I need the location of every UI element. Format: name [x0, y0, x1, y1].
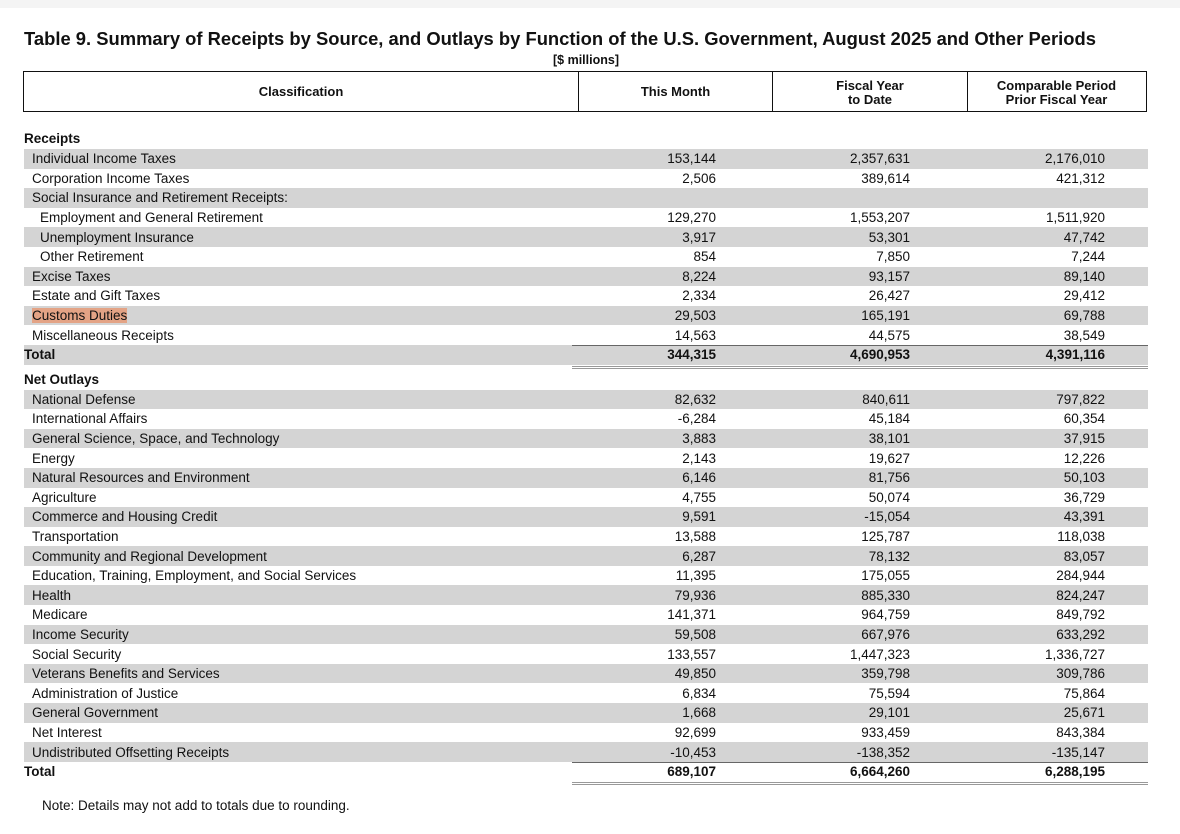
cell-this-month: 6,834 — [682, 685, 716, 701]
cell-this-month: 3,917 — [682, 229, 716, 245]
row-label: Social Insurance and Retirement Receipts: — [32, 190, 288, 206]
cell-this-month: 92,699 — [674, 724, 716, 740]
table-row — [24, 409, 1148, 429]
table-row — [24, 169, 1148, 189]
table-row — [24, 390, 1148, 410]
table-row — [24, 605, 1148, 625]
table-row — [24, 644, 1148, 664]
row-label: General Science, Space, and Technology — [32, 431, 280, 447]
row-label: International Affairs — [32, 411, 148, 427]
cell-prior: 2,176,010 — [1044, 151, 1105, 167]
cell-prior: 50,103 — [1063, 470, 1105, 486]
cell-fytd: -15,054 — [864, 509, 910, 525]
cell-this-month: 4,755 — [682, 489, 716, 505]
cell-this-month: 49,850 — [674, 666, 716, 682]
footnote: Note: Details may not add to totals due to rounding. — [42, 798, 350, 813]
cell-prior: 83,057 — [1063, 548, 1105, 564]
cell-this-month: 133,557 — [667, 646, 716, 662]
table-row — [24, 683, 1148, 703]
cell-this-month: 6,287 — [682, 548, 716, 564]
cell-fytd: 53,301 — [868, 229, 910, 245]
cell-prior: 118,038 — [1057, 528, 1105, 544]
table-row — [24, 488, 1148, 508]
cell-fytd: 1,553,207 — [849, 210, 910, 226]
header-comp-line1: Comparable Period — [996, 77, 1117, 93]
header-this-month: This Month — [579, 72, 773, 111]
row-label: Veterans Benefits and Services — [32, 666, 220, 682]
row-label-highlighted — [24, 308, 572, 323]
cell-prior: 633,292 — [1056, 626, 1105, 642]
cell-this-month: 2,143 — [682, 450, 716, 466]
row-label: Transportation — [32, 528, 119, 544]
cell-this-month: 14,563 — [674, 327, 716, 343]
cell-this-month: 1,668 — [682, 705, 716, 721]
cell-prior: 4,391,116 — [1045, 347, 1105, 363]
cell-fytd: 7,850 — [876, 249, 910, 265]
row-label: Social Security — [32, 646, 122, 662]
table-row — [24, 664, 1148, 684]
table-row — [24, 625, 1148, 645]
table-row — [24, 585, 1148, 605]
cell-this-month: 2,506 — [682, 170, 716, 186]
cell-prior: 43,391 — [1063, 509, 1105, 525]
cell-prior: 69,788 — [1063, 308, 1105, 324]
total-row-receipts — [24, 345, 1148, 365]
cell-fytd: 885,330 — [861, 587, 910, 603]
row-label: Agriculture — [32, 489, 97, 505]
section-heading-net-outlays: Net Outlays — [24, 371, 100, 387]
cell-this-month: -6,284 — [677, 411, 716, 427]
cell-this-month: 2,334 — [682, 288, 716, 304]
cell-prior: 309,786 — [1056, 666, 1105, 682]
cell-prior: 843,384 — [1056, 724, 1105, 740]
row-label: Net Interest — [32, 724, 102, 740]
cell-fytd: 840,611 — [862, 391, 910, 407]
table-row — [24, 546, 1148, 566]
table-row — [24, 247, 1148, 267]
row-label: National Defense — [32, 391, 136, 407]
cell-this-month: 8,224 — [682, 268, 716, 284]
row-label: Total — [24, 764, 56, 780]
cell-prior: 38,549 — [1063, 327, 1105, 343]
row-label: General Government — [32, 705, 159, 721]
cell-this-month: 854 — [693, 249, 716, 265]
cell-fytd: 29,101 — [868, 705, 910, 721]
header-fytd-line2: to Date — [847, 91, 893, 107]
row-label: Corporation Income Taxes — [32, 170, 190, 186]
cell-this-month: 11,395 — [675, 568, 716, 584]
cell-fytd: 4,690,953 — [849, 347, 910, 363]
cell-this-month: 3,883 — [682, 431, 716, 447]
double-rule — [24, 365, 1148, 369]
cell-prior: 36,729 — [1063, 489, 1105, 505]
cell-fytd: 1,447,323 — [849, 646, 910, 662]
cell-this-month: 9,591 — [682, 509, 716, 525]
cell-fytd: 38,101 — [868, 431, 910, 447]
cell-this-month: 59,508 — [674, 626, 716, 642]
cell-fytd: 78,132 — [868, 548, 910, 564]
cell-prior: 29,412 — [1063, 288, 1105, 304]
header-fiscal-year-to-date — [773, 72, 968, 111]
cell-prior: 284,944 — [1056, 568, 1105, 584]
row-label: Other Retirement — [40, 249, 144, 265]
cell-fytd: 2,357,631 — [849, 151, 910, 167]
cell-prior: 60,354 — [1063, 411, 1105, 427]
row-label: Administration of Justice — [32, 685, 179, 701]
cell-fytd: 933,459 — [861, 724, 910, 740]
table-title: Table 9. Summary of Receipts by Source, and Outlays by Function of the U.S. Government, August 2025 and Other Periods — [24, 28, 1096, 49]
cell-prior: 47,742 — [1063, 229, 1105, 245]
header-comparable-period — [968, 72, 1145, 111]
table-row — [24, 703, 1148, 723]
row-label: Excise Taxes — [32, 268, 111, 284]
cell-prior: 1,511,920 — [1045, 210, 1105, 226]
cell-prior: 37,915 — [1063, 431, 1105, 447]
cell-this-month: 79,936 — [674, 587, 716, 603]
cell-fytd: 125,787 — [861, 528, 910, 544]
highlighted-text: Customs Duties — [32, 308, 128, 324]
cell-fytd: 44,575 — [868, 327, 910, 343]
cell-prior: 12,226 — [1063, 450, 1105, 466]
cell-fytd: 19,627 — [868, 450, 910, 466]
cell-prior: 824,247 — [1056, 587, 1105, 603]
cell-prior: -135,147 — [1051, 744, 1105, 760]
row-label: Miscellaneous Receipts — [32, 327, 174, 343]
cell-this-month: -10,453 — [670, 744, 716, 760]
cell-fytd: 81,756 — [868, 470, 910, 486]
cell-prior: 89,140 — [1063, 268, 1105, 284]
row-label: Employment and General Retirement — [40, 210, 263, 226]
row-label: Natural Resources and Environment — [32, 470, 250, 486]
row-label: Energy — [32, 450, 75, 466]
section-heading-receipts: Receipts — [24, 131, 81, 146]
row-label: Individual Income Taxes — [32, 151, 176, 167]
cell-prior: 75,864 — [1063, 685, 1105, 701]
row-label: Total — [24, 347, 56, 363]
table-row — [24, 429, 1148, 449]
table-row — [24, 188, 1148, 208]
header-classification: Classification — [24, 72, 579, 111]
cell-fytd: 45,184 — [868, 411, 910, 427]
cell-this-month: 344,315 — [667, 347, 716, 363]
cell-fytd: 6,664,260 — [849, 764, 910, 780]
cell-fytd: 165,191 — [861, 308, 910, 324]
row-label: Commerce and Housing Credit — [32, 509, 218, 525]
table-header — [23, 71, 1147, 112]
cell-prior: 1,336,727 — [1044, 646, 1105, 662]
cell-this-month: 153,144 — [667, 151, 716, 167]
cell-prior: 6,288,195 — [1044, 764, 1105, 780]
cell-prior: 7,244 — [1071, 249, 1105, 265]
header-fytd-line1: Fiscal Year — [836, 77, 904, 93]
row-label: Estate and Gift Taxes — [32, 288, 161, 304]
sum-rule — [572, 762, 1148, 763]
table-row — [24, 149, 1148, 169]
table-row — [24, 286, 1148, 306]
row-label: Community and Regional Development — [32, 548, 267, 564]
table-row — [24, 306, 1148, 326]
table-row — [24, 227, 1148, 247]
cell-prior: 849,792 — [1056, 607, 1105, 623]
cell-fytd: 389,614 — [861, 170, 910, 186]
table-row — [24, 566, 1148, 586]
cell-fytd: 964,759 — [861, 607, 910, 623]
cell-fytd: 93,157 — [868, 268, 910, 284]
header-comp-line2: Prior Fiscal Year — [1005, 91, 1108, 107]
table-row — [24, 527, 1148, 547]
double-rule — [24, 781, 1148, 785]
cell-this-month: 129,270 — [667, 210, 716, 226]
cell-this-month: 6,146 — [682, 470, 716, 486]
row-label: Education, Training, Employment, and Social Services — [32, 568, 357, 584]
table-row — [24, 507, 1148, 527]
cell-fytd: 359,798 — [861, 666, 910, 682]
cell-this-month: 13,588 — [674, 528, 716, 544]
top-strip — [0, 0, 1180, 8]
cell-this-month: 141,371 — [667, 607, 716, 623]
total-row-outlays — [24, 762, 1148, 782]
row-label: Unemployment Insurance — [40, 229, 194, 245]
cell-prior: 25,671 — [1063, 705, 1105, 721]
cell-this-month: 689,107 — [667, 764, 716, 780]
cell-fytd: 26,427 — [868, 288, 910, 304]
table-row — [24, 468, 1148, 488]
cell-fytd: 175,055 — [861, 568, 910, 584]
cell-fytd: 667,976 — [861, 626, 910, 642]
cell-fytd: 75,594 — [868, 685, 910, 701]
table-body — [24, 128, 1148, 785]
cell-this-month: 29,503 — [674, 308, 716, 324]
sum-rule — [572, 345, 1148, 346]
cell-fytd: 50,074 — [868, 489, 910, 505]
cell-prior: 797,822 — [1056, 391, 1105, 407]
cell-prior: 421,312 — [1056, 170, 1105, 186]
table-row — [24, 208, 1148, 228]
table-row — [24, 742, 1148, 762]
row-label: Medicare — [32, 607, 88, 623]
row-label: Health — [32, 587, 72, 603]
table-row — [24, 267, 1148, 287]
units-label: [$ millions] — [553, 53, 619, 67]
cell-this-month: 82,632 — [674, 391, 716, 407]
row-label: Income Security — [32, 626, 129, 642]
row-label: Undistributed Offsetting Receipts — [32, 744, 230, 760]
table-row — [24, 448, 1148, 468]
table-row — [24, 723, 1148, 743]
cell-fytd: -138,352 — [856, 744, 910, 760]
table-row — [24, 325, 1148, 345]
